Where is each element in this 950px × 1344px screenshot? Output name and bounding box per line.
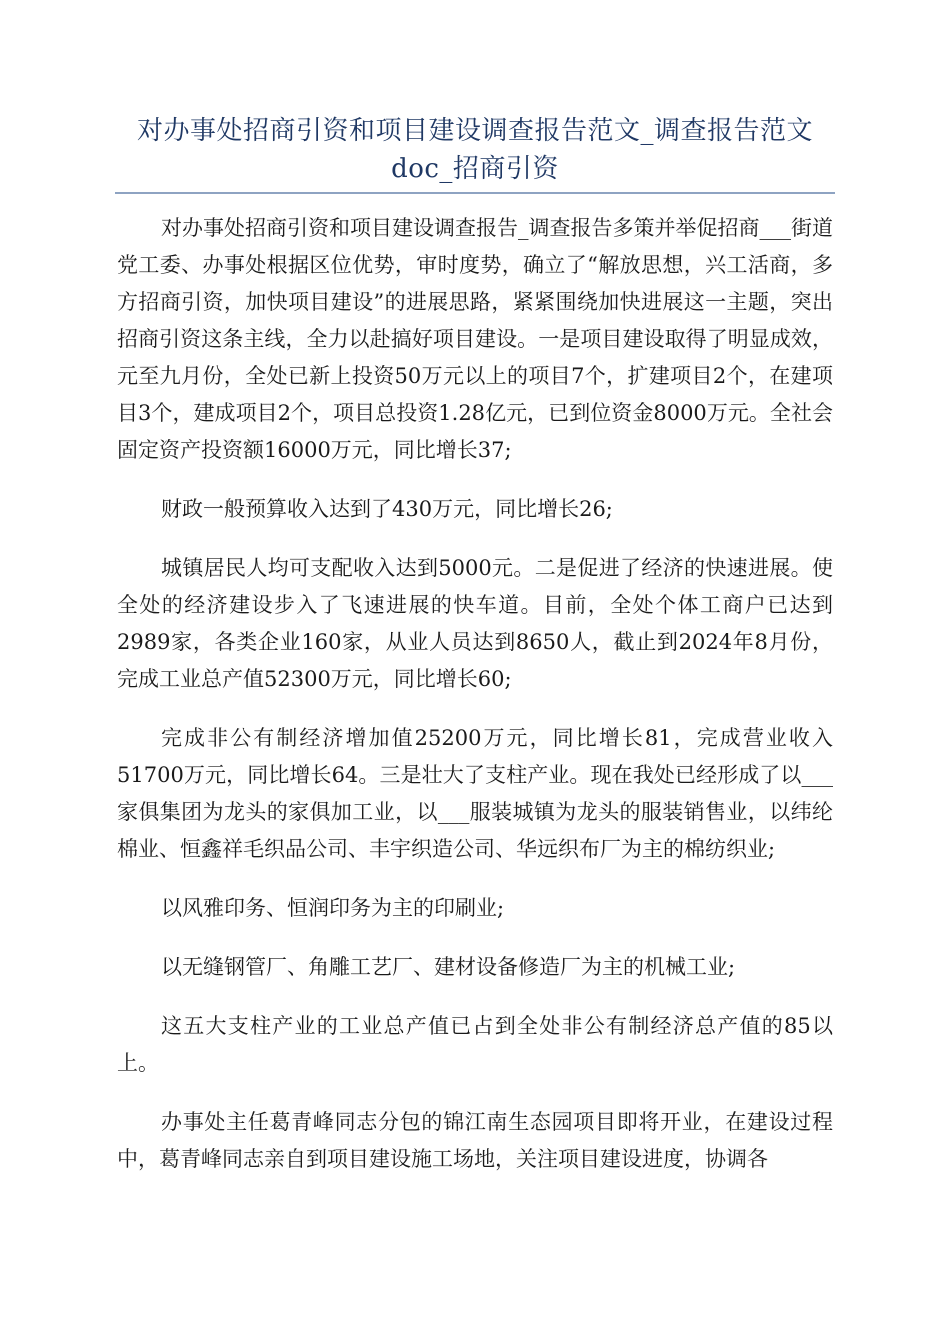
paragraph-4: 完成非公有制经济增加值25200万元，同比增长81，完成营业收入51700万元，同比增长64。三是壮大了支柱产业。现在我处已经形成了以___家俱集团为龙头的家俱加工业，以___服装城镇为龙头的服装销售业，以纬纶棉业、恒鑫祥毛织品公司、丰宇织造公司、华远织布厂为主的棉纺织业;	[117, 726, 833, 861]
paragraph-3: 城镇居民人均可支配收入达到5000元。二是促进了经济的快速进展。使全处的经济建设步入了飞速进展的快车道。目前，全处个体工商户已达到2989家，各类企业160家，从业人员达到8650人，截止到2024年8月份，完成工业总产值52300万元，同比增长60;	[117, 556, 833, 691]
title-block	[115, 112, 835, 194]
paragraph-5: 以风雅印务、恒润印务为主的印刷业;	[161, 896, 505, 920]
paragraph-8: 办事处主任葛青峰同志分包的锦江南生态园项目即将开业，在建设过程中，葛青峰同志亲自到项目建设施工场地，关注项目建设进度，协调各	[117, 1110, 833, 1171]
paragraph-1: 对办事处招商引资和项目建设调查报告_调查报告多策并举促招商___街道党工委、办事处根据区位优势，审时度势，确立了“解放思想，兴工活商，多方招商引资，加快项目建设”的进展思路，紧紧围绕加快进展这一主题，突出招商引资这条主线，全力以赴搞好项目建设。一是项目建设取得了明显成效，元至九月份，全处已新上投资50万元以上的项目7个，扩建项目2个，在建项目3个，建成项目2个，项目总投资1.28亿元，已到位资金8000万元。全社会固定资产投资额16000万元，同比增长37;	[117, 216, 833, 462]
document-title: 对办事处招商引资和项目建设调查报告范文_调查报告范文doc_招商引资	[136, 116, 813, 184]
paragraph-6: 以无缝钢管厂、角雕工艺厂、建材设备修造厂为主的机械工业;	[161, 955, 736, 979]
document-body	[117, 210, 833, 1200]
paragraph-2: 财政一般预算收入达到了430万元，同比增长26;	[161, 497, 613, 521]
paragraph-7: 这五大支柱产业的工业总产值已占到全处非公有制经济总产值的85以上。	[117, 1014, 833, 1075]
